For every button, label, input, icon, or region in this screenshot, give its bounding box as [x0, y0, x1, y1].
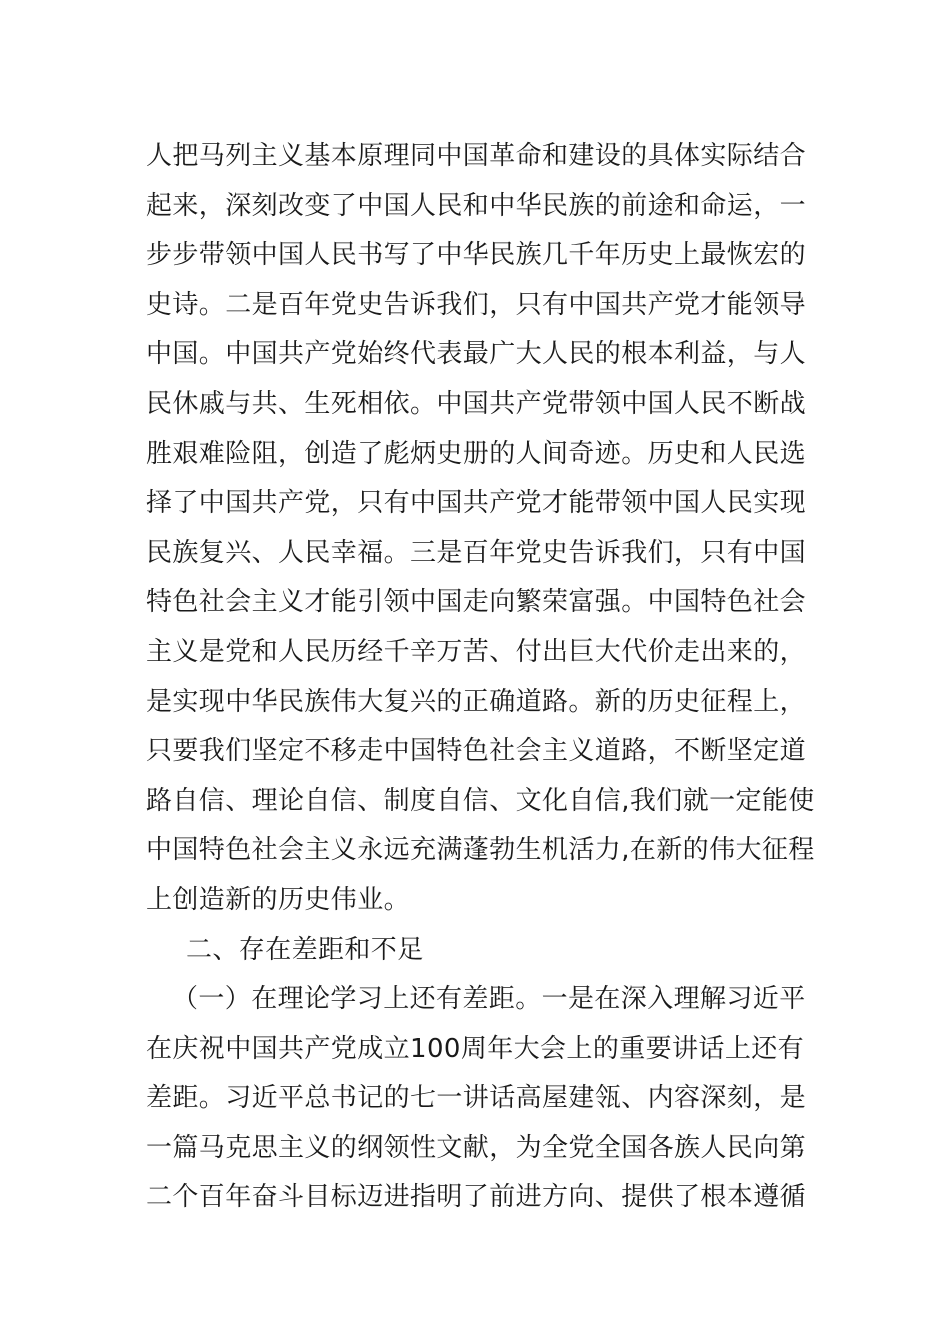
text-line: 起来，深刻改变了中国人民和中华民族的前途和命运，一 [146, 190, 807, 221]
text-line: 民休戚与共、生死相依。中国共产党带领中国人民不断战 [146, 388, 807, 419]
text-line: 胜艰难险阻，创造了彪炳史册的人间奇迹。历史和人民选 [146, 438, 807, 469]
text-line: 在庆祝中国共产党成立100周年大会上的重要讲话上还有 [146, 1033, 805, 1064]
body-text [146, 132, 816, 1223]
subsection-heading-line: （一）在理论学习上还有差距。一是在深入理解习近平 [172, 984, 806, 1015]
text-line: 上创造新的历史伟业。 [146, 884, 411, 915]
text-line: 人把马列主义基本原理同中国革命和建设的具体实际结合 [146, 141, 807, 171]
text-line: 特色社会主义才能引领中国走向繁荣富强。中国特色社会 [146, 587, 807, 618]
text-line: 二个百年奋斗目标迈进指明了前进方向、提供了根本遵循 [146, 1182, 807, 1213]
section-heading: 二、存在差距和不足 [186, 934, 424, 965]
text-line: 路自信、理论自信、制度自信、文化自信,我们就一定能使 [146, 785, 815, 816]
text-line: 中国特色社会主义永远充满蓬勃生机活力,在新的伟大征程 [146, 835, 815, 866]
text-line: 只要我们坚定不移走中国特色社会主义道路，不断坚定道 [146, 736, 807, 767]
text-line: 主义是党和人民历经千辛万苦、付出巨大代价走出来的， [146, 636, 807, 667]
text-line: 步步带领中国人民书写了中华民族几千年历史上最恢宏的 [146, 240, 807, 271]
text-line: 一篇马克思主义的纲领性文献，为全党全国各族人民向第 [146, 1132, 807, 1163]
text-line: 是实现中华民族伟大复兴的正确道路。新的历史征程上， [146, 686, 807, 717]
text-line: 差距。习近平总书记的七一讲话高屋建瓴、内容深刻，是 [146, 1083, 807, 1114]
text-line: 择了中国共产党，只有中国共产党才能带领中国人民实现 [146, 488, 807, 519]
text-line: 史诗。二是百年党史告诉我们，只有中国共产党才能领导 [146, 289, 807, 320]
text-line: 中国。中国共产党始终代表最广大人民的根本利益，与人 [146, 339, 807, 370]
text-line: 民族复兴、人民幸福。三是百年党史告诉我们，只有中国 [146, 537, 807, 568]
